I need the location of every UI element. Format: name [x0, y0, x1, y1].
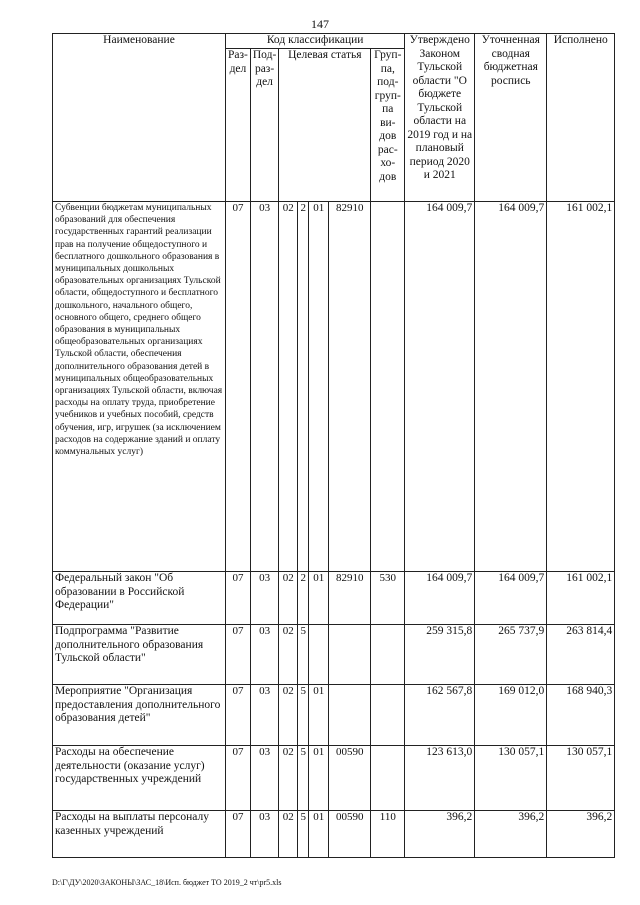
row-target-1: 02: [279, 811, 298, 858]
row-subsection: 03: [250, 811, 278, 858]
row-group: [371, 202, 405, 572]
row-name: Мероприятие "Организация предоставления дополнительного образования детей": [53, 685, 226, 746]
row-refined: 164 009,7: [475, 202, 547, 572]
row-executed: 263 814,4: [547, 625, 615, 685]
row-target-2: 5: [298, 685, 309, 746]
row-refined: 396,2: [475, 811, 547, 858]
row-target-2: 5: [298, 811, 309, 858]
header-section: Раз-дел: [226, 49, 251, 202]
row-refined: 164 009,7: [475, 572, 547, 625]
row-subsection: 03: [250, 202, 278, 572]
row-subsection: 03: [250, 746, 278, 811]
row-target-3: [309, 625, 329, 685]
row-target-1: 02: [279, 202, 298, 572]
row-name: Расходы на обеспечение деятельности (оказание услуг) государственных учреждений: [53, 746, 226, 811]
row-section: 07: [226, 572, 251, 625]
row-target-3: 01: [309, 811, 329, 858]
row-target-2: 2: [298, 572, 309, 625]
header-approved: Утверждено Законом Тульской области "О бюджете Тульской области на 2019 год и на плановый период 2020 и 2021: [405, 34, 475, 202]
row-group: 530: [371, 572, 405, 625]
row-target-4: 82910: [329, 572, 371, 625]
row-approved: 162 567,8: [405, 685, 475, 746]
row-group: [371, 685, 405, 746]
row-subsection: 03: [250, 572, 278, 625]
row-section: 07: [226, 685, 251, 746]
row-approved: 259 315,8: [405, 625, 475, 685]
row-executed: 168 940,3: [547, 685, 615, 746]
row-approved: 164 009,7: [405, 572, 475, 625]
row-target-2: 5: [298, 746, 309, 811]
row-subsection: 03: [250, 685, 278, 746]
row-approved: 396,2: [405, 811, 475, 858]
row-target-1: 02: [279, 685, 298, 746]
row-target-3: 01: [309, 746, 329, 811]
row-section: 07: [226, 746, 251, 811]
row-target-2: 2: [298, 202, 309, 572]
row-executed: 161 002,1: [547, 202, 615, 572]
row-executed: 130 057,1: [547, 746, 615, 811]
row-name: Расходы на выплаты персоналу казенных учреждений: [53, 811, 226, 858]
header-subsection: Под-раз-дел: [250, 49, 278, 202]
table-row: [53, 685, 615, 746]
row-target-1: 02: [279, 625, 298, 685]
table-row: [53, 572, 615, 625]
row-refined: 265 737,9: [475, 625, 547, 685]
row-section: 07: [226, 202, 251, 572]
row-target-4: 00590: [329, 811, 371, 858]
row-target-3: 01: [309, 685, 329, 746]
row-subsection: 03: [250, 625, 278, 685]
row-name: Субвенции бюджетам муниципальных образований для обеспечения государственных гарантий реализации прав на получение общедоступного и бесплатного дошкольного образования в муниципальных дошкольных образовательных организациях Тульской области, общедоступного и бесплатного дошкольного, начального общего, основного общего, среднего общего образования в муниципальных общеобразовательных организациях Тульской области, обеспечения дополнительного образования детей в муниципальных общеобразовательных организациях Тульской области, включая расходы на оплату труда, приобретение учебников и учебных пособий, средств обучения, игр, игрушек (за исключением расходов на содержание зданий и оплату коммунальных услуг): [53, 202, 226, 572]
row-group: 110: [371, 811, 405, 858]
file-path-footer: D:\Г\ДУ\2020\ЗАКОНЫ\ЗАС_18\Исп. бюджет ТО 2019_2 чт\pr5.xls: [52, 878, 282, 887]
row-executed: 161 002,1: [547, 572, 615, 625]
row-refined: 130 057,1: [475, 746, 547, 811]
row-approved: 164 009,7: [405, 202, 475, 572]
row-executed: 396,2: [547, 811, 615, 858]
table-row: [53, 202, 615, 572]
row-refined: 169 012,0: [475, 685, 547, 746]
header-group: Груп-па, под-груп-па ви-дов рас-хо-дов: [371, 49, 405, 202]
budget-table: [52, 33, 615, 858]
row-target-1: 02: [279, 572, 298, 625]
row-target-4: [329, 685, 371, 746]
row-name: Подпрограмма "Развитие дополнительного образования Тульской области": [53, 625, 226, 685]
header-name: Наименование: [53, 34, 226, 202]
row-target-3: 01: [309, 202, 329, 572]
header-executed: Исполнено: [547, 34, 615, 202]
row-group: [371, 625, 405, 685]
row-approved: 123 613,0: [405, 746, 475, 811]
table-row: [53, 625, 615, 685]
row-target-4: 82910: [329, 202, 371, 572]
page-number: 147: [311, 17, 329, 31]
header-classification: Код классификации: [226, 34, 405, 49]
header-row-1: [53, 34, 615, 49]
table-row: [53, 811, 615, 858]
header-target: Целевая статья: [279, 49, 371, 202]
table-row: [53, 746, 615, 811]
row-target-3: 01: [309, 572, 329, 625]
header-refined: Уточненная сводная бюджетная роспись: [475, 34, 547, 202]
row-target-1: 02: [279, 746, 298, 811]
row-name: Федеральный закон "Об образовании в Российской Федерации": [53, 572, 226, 625]
row-section: 07: [226, 811, 251, 858]
row-target-4: [329, 625, 371, 685]
row-target-4: 00590: [329, 746, 371, 811]
row-section: 07: [226, 625, 251, 685]
row-group: [371, 746, 405, 811]
row-target-2: 5: [298, 625, 309, 685]
